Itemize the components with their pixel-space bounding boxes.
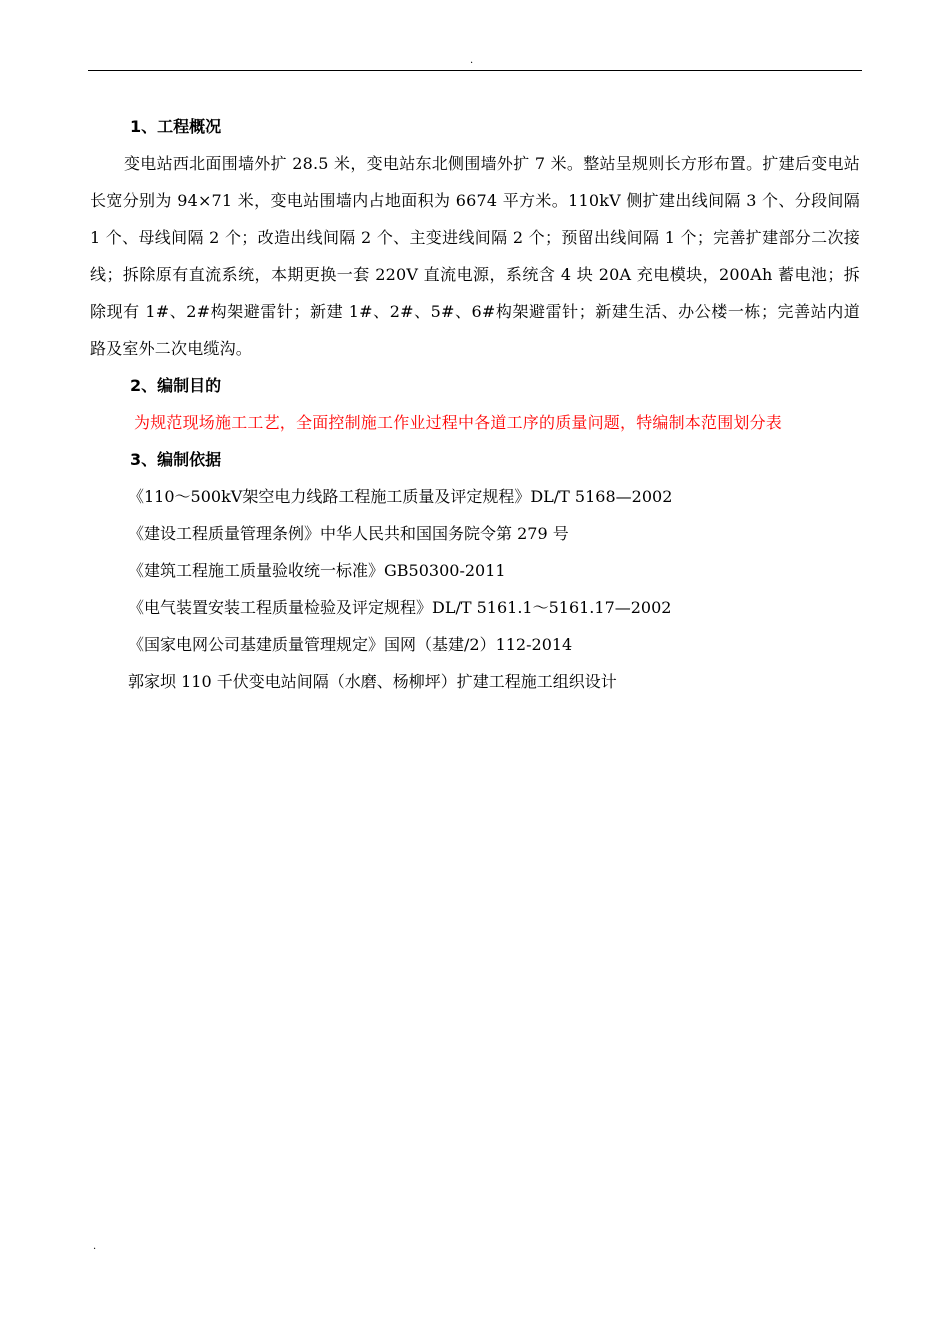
section-heading-basis: 3、编制依据 — [130, 450, 222, 469]
header-rule — [88, 70, 862, 71]
reference-list — [90, 478, 860, 700]
reference-item: 郭家坝 110 千伏变电站间隔（水磨、杨柳坪）扩建工程施工组织设计 — [128, 672, 617, 691]
section-purpose — [90, 367, 860, 441]
section-basis — [90, 441, 860, 700]
section-overview — [90, 108, 860, 367]
overview-paragraph: 变电站西北面围墙外扩 28.5 米，变电站东北侧围墙外扩 7 米。整站呈规则长方形布置。扩建后变电站长宽分别为 94×71 米，变电站围墙内占地面积为 6674 平方米。110kV 侧扩建出线间隔 3 个、分段间隔 1 个、母线间隔 2 个；改造出线间隔 2 个、主变进线间隔 2 个；预留出线间隔 1 个；完善扩建部分二次接线；拆除原有直流系统，本期更换一套 220V 直流电源，系统含 4 块 20A 充电模块，200Ah 蓄电池；拆除现有 1#、2#构架避雷针；新建 1#、2#、5#、6#构架避雷针；新建生活、办公楼一栋；完善站内道路及室外二次电缆沟。 — [90, 154, 860, 358]
purpose-paragraph: 为规范现场施工工艺，全面控制施工作业过程中各道工序的质量问题，特编制本范围划分表 — [134, 413, 783, 432]
section-heading-overview: 1、工程概况 — [130, 117, 222, 136]
document-body — [90, 108, 860, 700]
reference-item: 《国家电网公司基建质量管理规定》国网（基建/2）112-2014 — [128, 635, 573, 654]
reference-item: 《建设工程质量管理条例》中华人民共和国国务院令第 279 号 — [128, 524, 569, 543]
header-mark: . — [470, 55, 474, 66]
reference-item: 《建筑工程施工质量验收统一标准》GB50300-2011 — [128, 561, 506, 580]
section-heading-purpose: 2、编制目的 — [130, 376, 222, 395]
reference-item: 《电气装置安装工程质量检验及评定规程》DL/T 5161.1～5161.17—2002 — [128, 598, 672, 617]
footer-mark: . — [93, 1241, 97, 1252]
reference-item: 《110～500kV架空电力线路工程施工质量及评定规程》DL/T 5168—2002 — [128, 487, 673, 506]
